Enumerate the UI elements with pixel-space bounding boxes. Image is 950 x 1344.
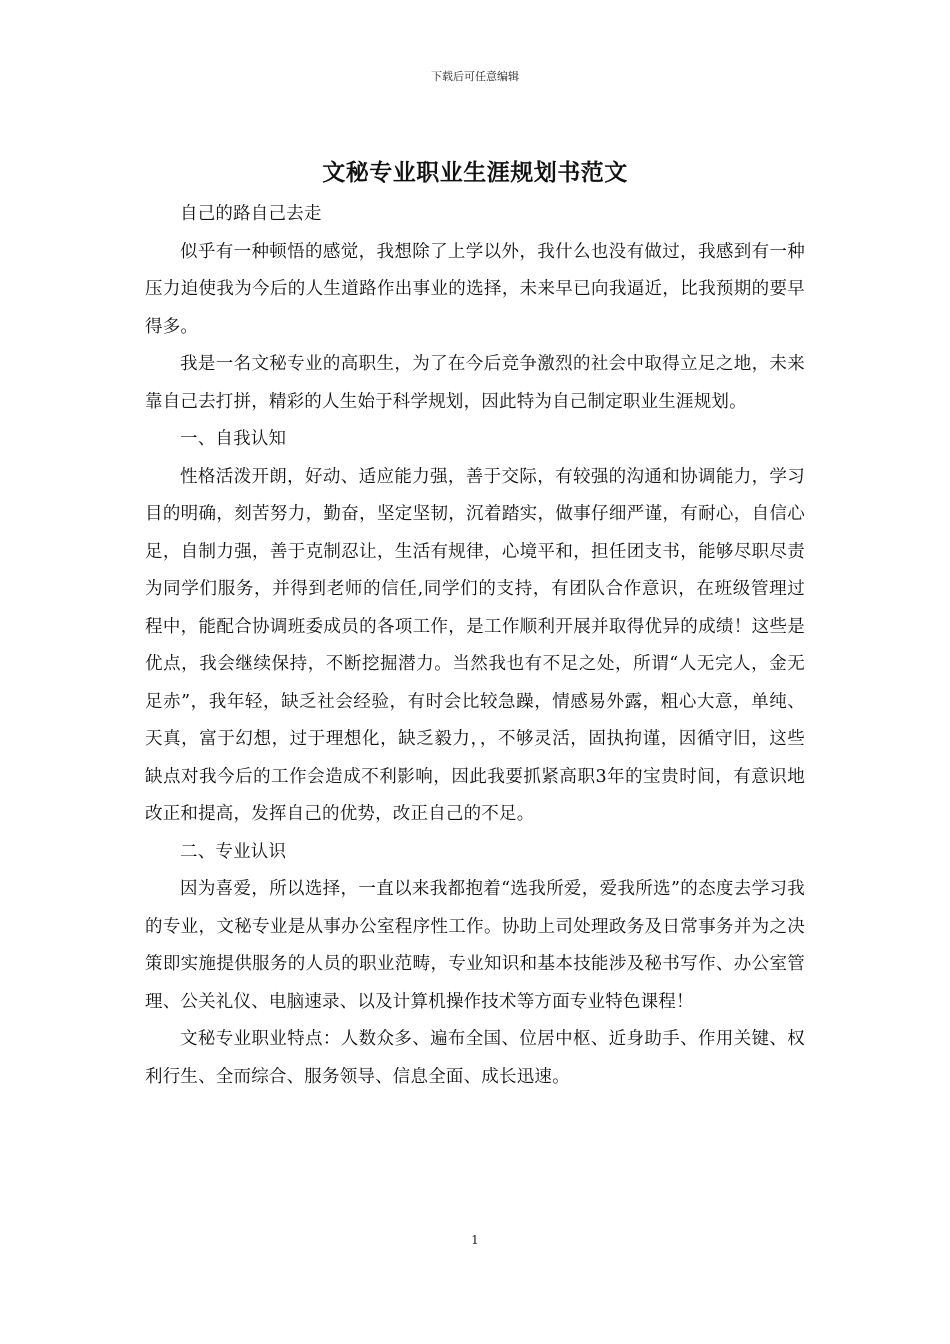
paragraph-intro: 似乎有一种顿悟的感觉，我想除了上学以外，我什么也没有做过，我感到有一种压力迫使我为今后的人生道路作出事业的选择，未来早已向我逼近，比我预期的要早得多。: [145, 241, 805, 337]
page-number: 1: [471, 1233, 479, 1247]
document-title: 文秘专业职业生涯规划书范文: [322, 159, 628, 186]
paragraph-purpose: 我是一名文秘专业的高职生，为了在今后竞争激烈的社会中取得立足之地，未来靠自己去打拼，精彩的人生始于科学规划，因此特为自己制定职业生涯规划。: [145, 354, 805, 412]
section-heading-self-awareness: 一、自我认知: [180, 429, 287, 449]
section-heading-major-awareness: 二、专业认识: [180, 841, 287, 862]
paragraph-self-awareness: 性格活泼开朗，好动、适应能力强，善于交际，有较强的沟通和协调能力，学习目的明确，刻苦努力，勤奋，坚定坚韧，沉着踏实，做事仔细严谨，有耐心，自信心足，自制力强，善于克制忍让，生活有规律，心境平和，担任团支书，能够尽职尽责为同学们服务，并得到老师的信任,同学们的支持，有团队合作意识，在班级管理过程中，能配合协调班委成员的各项工作，是工作顺利开展并取得优异的成绩！这些是优点，我会继续保持，不断挖掘潜力。当然我也有不足之处，所谓“人无完人，金无足赤”，我年轻，缺乏社会经验，有时会比较急躁，情感易外露，粗心大意，单纯、天真，富于幻想，过于理想化，缺乏毅力，，不够灵活，固执拘谨，因循守旧，这些缺点对我今后的工作会造成不利影响，因此我要抓紧高职3年的宝贵时间，有意识地改正和提高，发挥自己的优势，改正自己的不足。: [145, 466, 805, 824]
paragraph-major-awareness: 因为喜爱，所以选择，一直以来我都抱着“选我所爱，爱我所选”的态度去学习我的专业，文秘专业是从事办公室程序性工作。协助上司处理政务及日常事务并为之决策即实施提供服务的人员的职业范畴，专业知识和基本技能涉及秘书写作、办公室管理、公关礼仪、电脑速录、以及计算机操作技术等方面专业特色课程！: [145, 879, 805, 1012]
paragraph-career-traits: 文秘专业职业特点：人数众多、遍布全国、位居中枢、近身助手、作用关键、权利行生、全而综合、服务领导、信息全面、成长迅速。: [145, 1029, 805, 1087]
document-body: [145, 196, 805, 1096]
header-note: 下载后可任意编辑: [431, 70, 519, 83]
paragraph-subtitle: 自己的路自己去走: [180, 204, 322, 224]
